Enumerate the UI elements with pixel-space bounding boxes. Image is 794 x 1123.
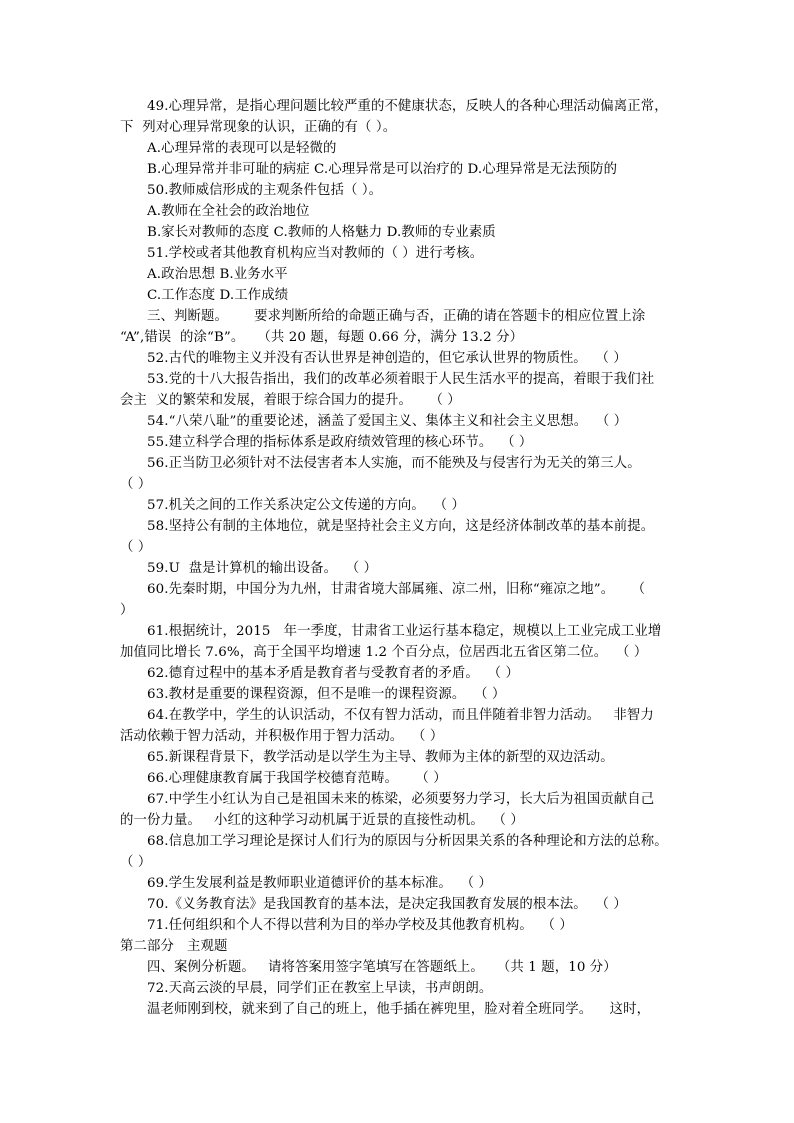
question-63: 63.教材是重要的课程资源，但不是唯一的课程资源。 （ ）: [147, 687, 506, 702]
question-51-options-cd: C.工作态度 D.工作成绩: [147, 288, 289, 303]
question-49-line-1: 49.心理异常，是指心理问题比较严重的不健康状态，反映人的各种心理活动偏离正常，: [147, 99, 668, 114]
question-68-line-2: （ ）: [120, 855, 152, 870]
question-67-line-2: 的一份力量。 小红的这种学习动机属于近景的直接性动机。 （ ）: [120, 813, 524, 828]
question-58-line-2: （ ）: [120, 540, 152, 555]
question-61-line-1: 61.根据统计，2015 年一季度，甘肃省工业运行基本稳定，规模以上工业完成工业增: [147, 624, 662, 639]
question-67-line-1: 67.中学生小红认为自己是祖国未来的栋梁，必须要努力学习，长大后为祖国贡献自己: [147, 792, 655, 807]
question-51: 51.学校或者其他教育机构应当对教师的（ ）进行考核。: [147, 246, 484, 261]
question-70: 70.《义务教育法》是我国教育的基本法，是决定我国教育发展的根本法。 （ ）: [147, 897, 627, 912]
question-64-line-2: 活动依赖于智力活动，并积极作用于智力活动。 （ ）: [120, 729, 444, 744]
question-58-line-1: 58.坚持公有制的主体地位，就是坚持社会主义方向，这是经济体制改革的基本前提。: [147, 519, 655, 534]
question-52: 52.古代的唯物主义并没有否认世界是神创造的，但它承认世界的物质性。 （ ）: [147, 351, 627, 366]
question-51-options-ab: A.政治思想 B.业务水平: [147, 267, 288, 282]
question-62: 62.德育过程中的基本矛盾是教育者与受教育者的矛盾。 （ ）: [147, 666, 519, 681]
question-65: 65.新课程背景下，教学活动是以学生为主导、教师为主体的新型的双边活动。: [147, 750, 614, 765]
question-50: 50.教师威信形成的主观条件包括（ ）。: [147, 183, 383, 198]
question-50-option-a: A.教师在全社会的政治地位: [147, 204, 310, 219]
question-56-line-1: 56.正当防卫必须针对不法侵害者本人实施，而不能殃及与侵害行为无关的第三人。: [147, 456, 641, 471]
question-66: 66.心理健康教育属于我国学校德育范畴。 （ ）: [147, 771, 447, 786]
question-53-line-1: 53.党的十八大报告指出，我们的改革必须着眼于人民生活水平的提高，着眼于我们社: [147, 372, 655, 387]
question-68-line-1: 68.信息加工学习理论是探讨人们行为的原因与分析因果关系的各种理论和方法的总称。: [147, 834, 668, 849]
question-49-line-2: 下 列对心理异常现象的认识，正确的有（ ）。: [120, 120, 397, 135]
question-54: 54.“八荣八耻”的重要论述，涵盖了爱国主义、集体主义和社会主义思想。 （ ）: [147, 414, 628, 429]
question-49-option-a: A.心理异常的表现可以是轻微的: [147, 141, 337, 156]
question-64-line-1: 64.在教学中，学生的认识活动，不仅有智力活动，而且伴随着非智力活动。 非智力: [147, 708, 654, 723]
question-60-line-2: ）: [120, 603, 134, 618]
question-49-options-bcd: B.心理异常并非可耻的病症 C.心理异常是可以治疗的 D.心理异常是无法预防的: [147, 162, 618, 177]
question-72-line-1: 72.天高云淡的早晨，同学们正在教室上早读，书声朗朗。: [147, 981, 493, 996]
section-3-instructions: “A”,错误 的涂“B”。 （共 20 题，每题 0.66 分，满分 13.2 分）: [120, 330, 524, 345]
question-55: 55.建立科学合理的指标体系是政府绩效管理的核心环节。 （ ）: [147, 435, 533, 450]
part-2-heading: 第二部分 主观题: [120, 939, 228, 954]
question-57: 57.机关之间的工作关系决定公文传递的方向。 （ ）: [147, 498, 465, 513]
section-3-heading: 三、判断题。 要求判断所给的命题正确与否，正确的请在答题卡的相应位置上涂: [147, 309, 646, 324]
question-59: 59.U 盘是计算机的输出设备。 （ ）: [147, 561, 378, 576]
question-53-line-2: 会主 义的繁荣和发展，着眼于综合国力的提升。 （ ）: [120, 393, 461, 408]
question-61-line-2: 加值同比增长 7.6%，高于全国平均增速 1.2 个百分点，位居西北五省区第二位。 （ ）: [120, 645, 648, 660]
question-50-options-bcd: B.家长对教师的态度 C.教师的人格魅力 D.教师的专业素质: [147, 225, 496, 240]
question-71: 71.任何组织和个人不得以营利为目的举办学校及其他教育机构。 （ ）: [147, 918, 573, 933]
question-69: 69.学生发展利益是教师职业道德评价的基本标准。 （ ）: [147, 876, 492, 891]
section-4-heading: 四、案例分析题。 请将答案用签字笔填写在答题纸上。 （共 1 题，10 分）: [147, 960, 617, 975]
question-56-line-2: （ ）: [120, 477, 152, 492]
question-60-line-1: 60.先秦时期，中国分为九州，甘肃省境大部属雍、凉二州，旧称“雍凉之地”。 （: [147, 582, 646, 597]
question-72-line-2: 温老师刚到校，就来到了自己的班上，他手插在裤兜里，脸对着全班同学。 这时，: [147, 1002, 651, 1017]
